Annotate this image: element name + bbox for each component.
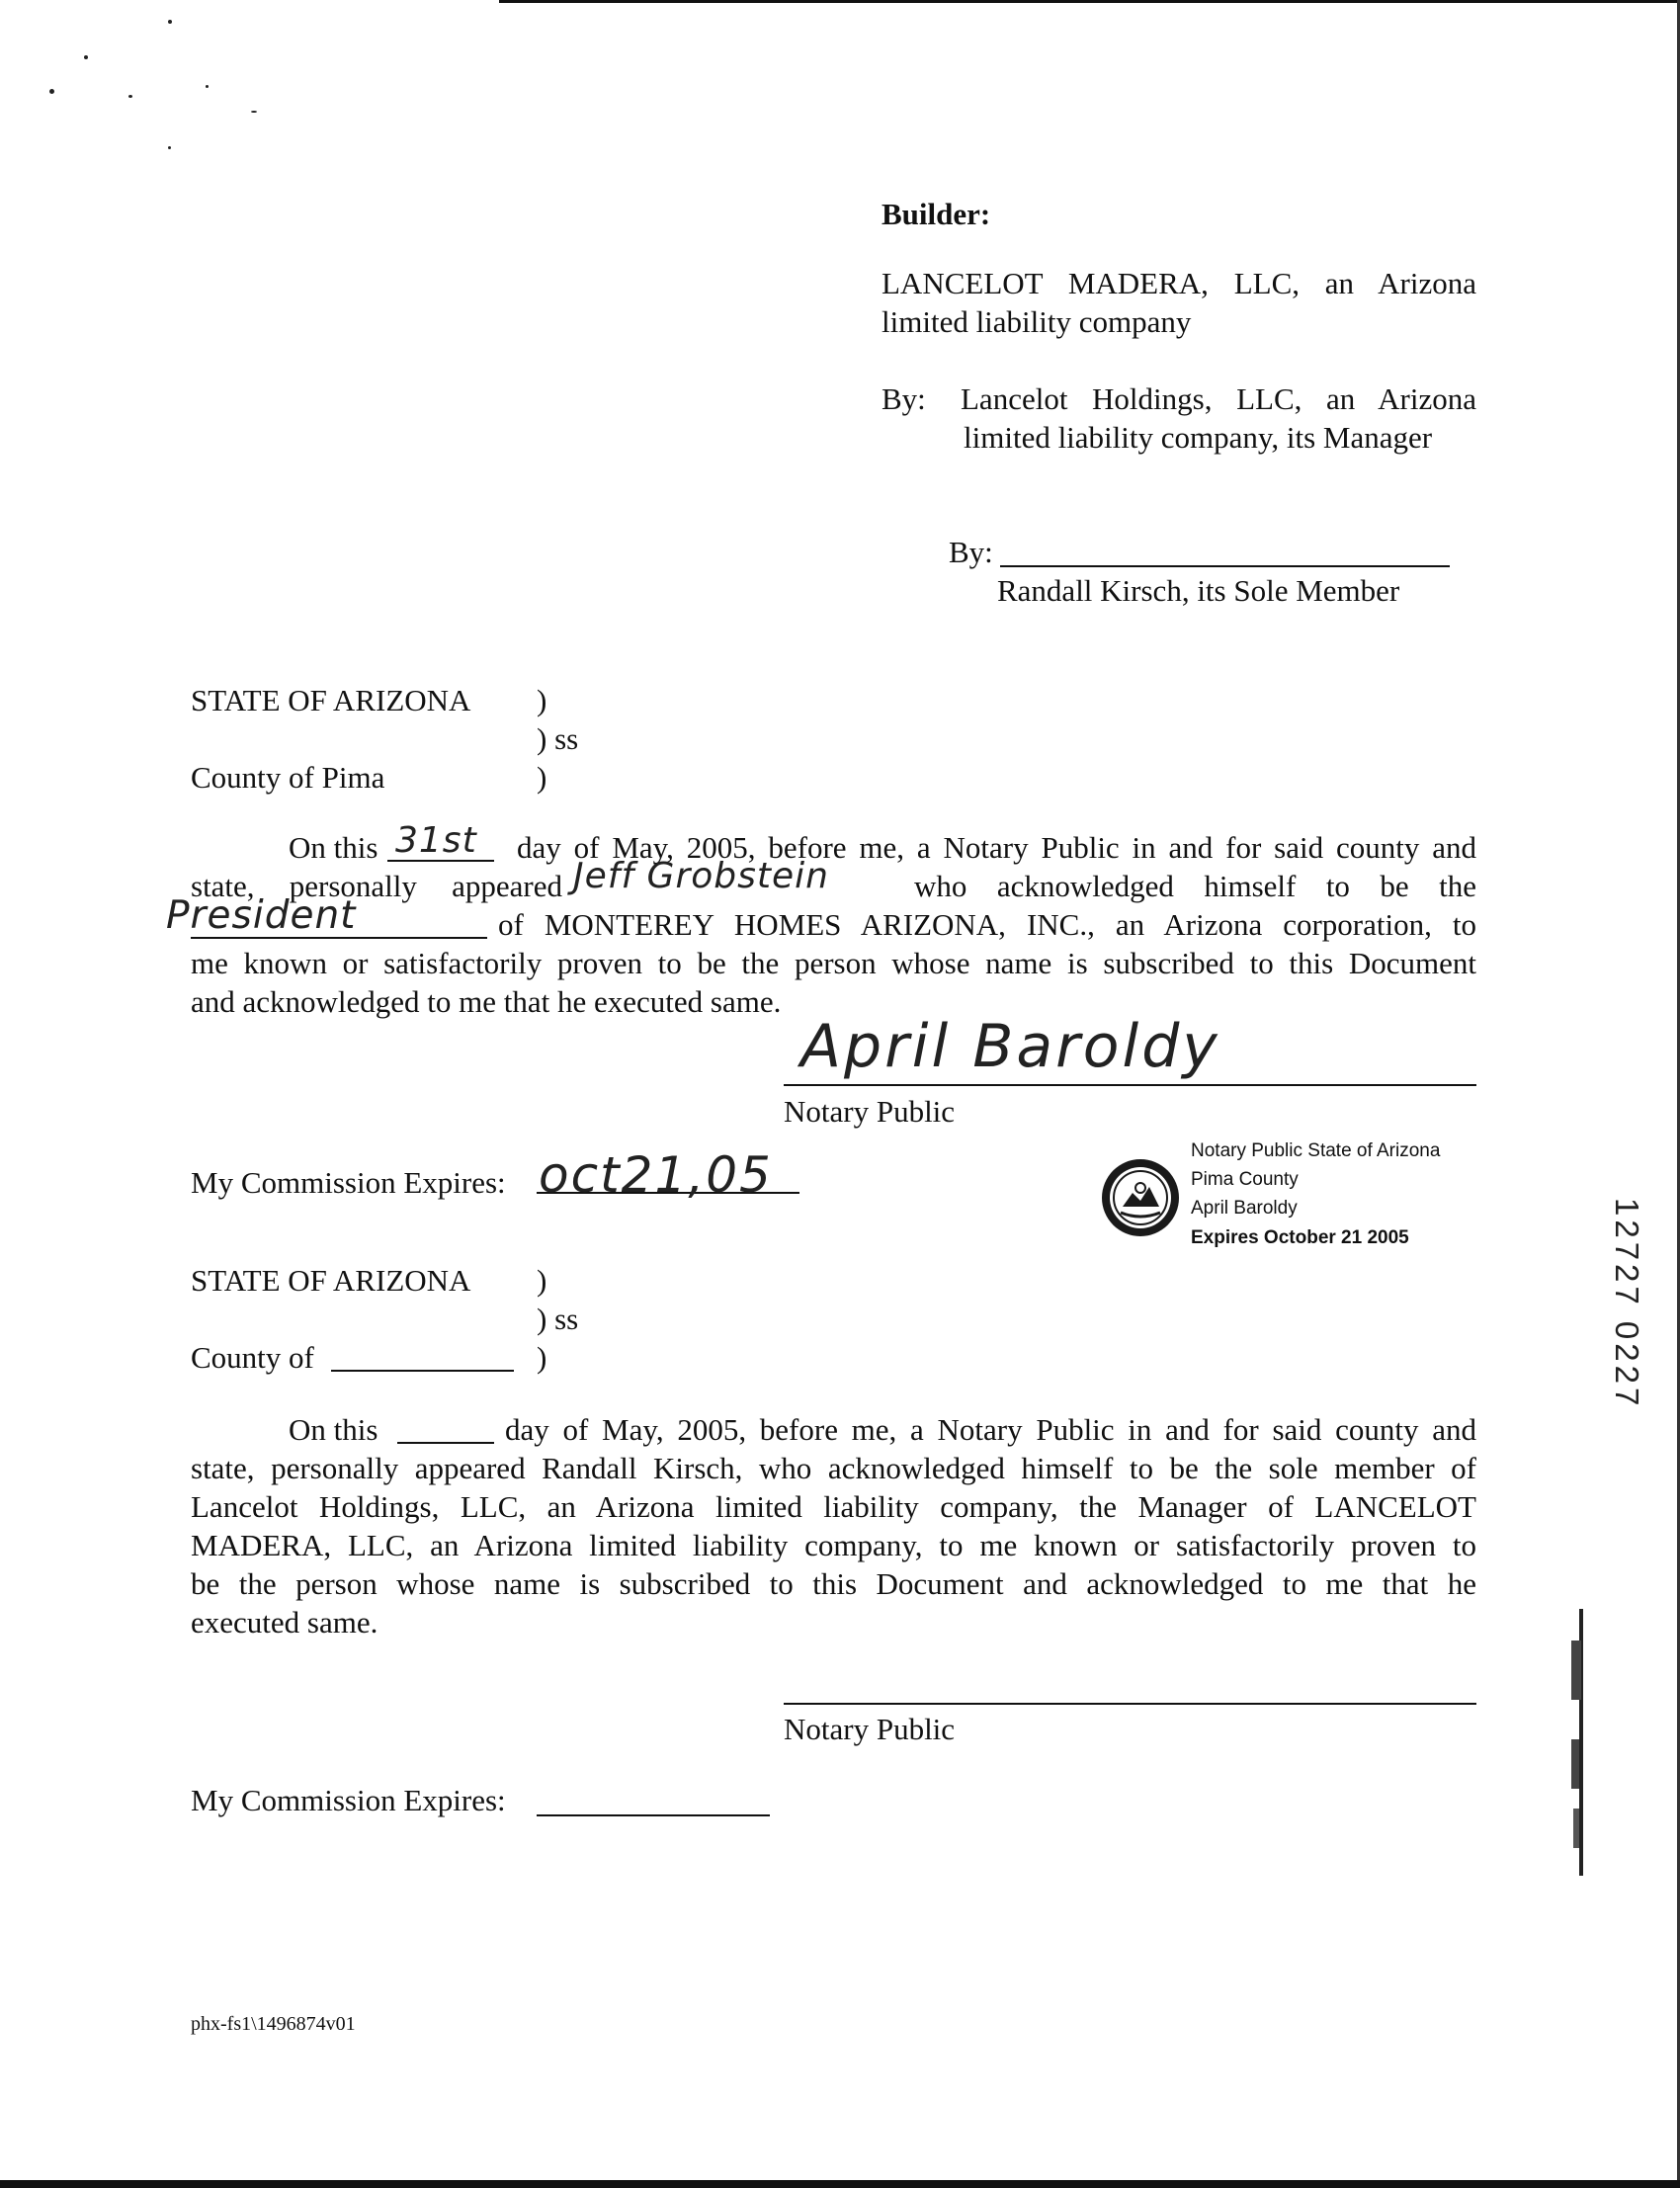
- builder-signer-name: Randall Kirsch, its Sole Member: [997, 573, 1400, 608]
- ack2-commission-label: My Commission Expires:: [191, 1783, 506, 1817]
- ack2-line2: state, personally appeared Randall Kirsch, who acknowledged himself to be the sole member of: [191, 1451, 1476, 1485]
- builder-signature-line: [1000, 565, 1450, 567]
- scan-edge-top: [499, 0, 1680, 3]
- ack2-line6: executed same.: [191, 1605, 378, 1640]
- footer-doc-id: phx-fs1\1496874v01: [191, 2013, 356, 2035]
- margin-stamp-mark: [1571, 1641, 1581, 1700]
- ack2-line4: MADERA, LLC, an Arizona limited liability company, to me known or satisfactorily proven to: [191, 1528, 1476, 1562]
- ack1-on-this: On this: [289, 830, 378, 865]
- margin-stamp-mark: [1571, 1739, 1579, 1789]
- builder-manager-line2: limited liability company, its Manager: [964, 420, 1433, 455]
- builder-heading: Builder:: [882, 197, 991, 231]
- ack1-handwritten-expires: oct21,05: [539, 1146, 773, 1204]
- scan-edge-bottom: [0, 2180, 1680, 2188]
- ack2-day-blank: [397, 1442, 494, 1444]
- ack2-paren-1: ): [537, 1263, 547, 1298]
- ack1-commission-label: My Commission Expires:: [191, 1165, 506, 1200]
- ack2-notary-signature-line: [784, 1703, 1476, 1705]
- seal-line-2: Pima County: [1191, 1169, 1299, 1190]
- seal-line-1: Notary Public State of Arizona: [1191, 1140, 1441, 1161]
- ack1-handwritten-title: President: [166, 893, 357, 938]
- ack2-line5: be the person whose name is subscribed to this Document and acknowledged to me that he: [191, 1566, 1476, 1601]
- builder-company-line2: limited liability company: [882, 304, 1192, 339]
- seal-line-3: April Baroldy: [1191, 1198, 1298, 1219]
- seal-line-4: Expires October 21 2005: [1191, 1227, 1409, 1248]
- notary-seal-icon: [1100, 1157, 1181, 1238]
- recording-number: 12727 0227: [1609, 1198, 1645, 1410]
- ack1-notary-label: Notary Public: [784, 1094, 956, 1129]
- builder-company-line1: LANCELOT MADERA, LLC, an Arizona: [882, 266, 1476, 300]
- ack2-state: STATE OF ARIZONA: [191, 1263, 471, 1298]
- ack1-notary-signature-line: [784, 1084, 1476, 1086]
- scan-speck: [128, 95, 132, 98]
- ack1-state-appeared: state, personally appeared: [191, 869, 562, 903]
- scan-speck: [168, 146, 171, 149]
- ack2-on-this: On this: [289, 1412, 378, 1447]
- ack1-ss: ) ss: [537, 721, 579, 756]
- scan-speck: [49, 89, 54, 94]
- ack1-of-monterey: of MONTEREY HOMES ARIZONA, INC., an Arizona corporation, to: [498, 907, 1476, 942]
- ack1-county: County of Pima: [191, 760, 385, 795]
- margin-stamp-mark: [1573, 1809, 1579, 1848]
- ack1-handwritten-name: Jeff Grobstein: [573, 856, 829, 896]
- ack2-notary-label: Notary Public: [784, 1712, 956, 1746]
- ack2-line3: Lancelot Holdings, LLC, an Arizona limited liability company, the Manager of LANCELOT: [191, 1489, 1476, 1524]
- ack1-paren-2: ): [537, 760, 547, 795]
- ack1-handwritten-day: 31st: [395, 820, 477, 861]
- scan-speck: [251, 111, 257, 113]
- ack2-county-blank: [331, 1370, 514, 1372]
- ack1-who-acknowledged: who acknowledged himself to be the: [914, 869, 1476, 903]
- ack2-paren-2: ): [537, 1340, 547, 1375]
- ack1-line5: and acknowledged to me that he executed same.: [191, 984, 782, 1019]
- builder-manager-line1: Lancelot Holdings, LLC, an Arizona: [961, 381, 1476, 416]
- scan-speck: [84, 55, 88, 59]
- ack1-state: STATE OF ARIZONA: [191, 683, 471, 717]
- scan-speck: [206, 85, 209, 88]
- ack1-day-rest: day of May, 2005, before me, a Notary Public in and for said county and: [517, 830, 1476, 865]
- ack2-commission-blank: [537, 1814, 770, 1816]
- ack2-county-label: County of: [191, 1340, 314, 1375]
- ack2-day-rest: day of May, 2005, before me, a Notary Public in and for said county and: [505, 1412, 1476, 1447]
- builder-sign-by-label: By:: [949, 535, 993, 569]
- ack2-ss: ) ss: [537, 1302, 579, 1336]
- scan-speck: [168, 20, 172, 24]
- ack1-line4: me known or satisfactorily proven to be the person whose name is subscribed to this Document: [191, 946, 1476, 980]
- builder-by-label: By:: [882, 381, 926, 416]
- ack1-handwritten-signature: April Baroldy: [800, 1012, 1220, 1081]
- ack1-paren-1: ): [537, 683, 547, 717]
